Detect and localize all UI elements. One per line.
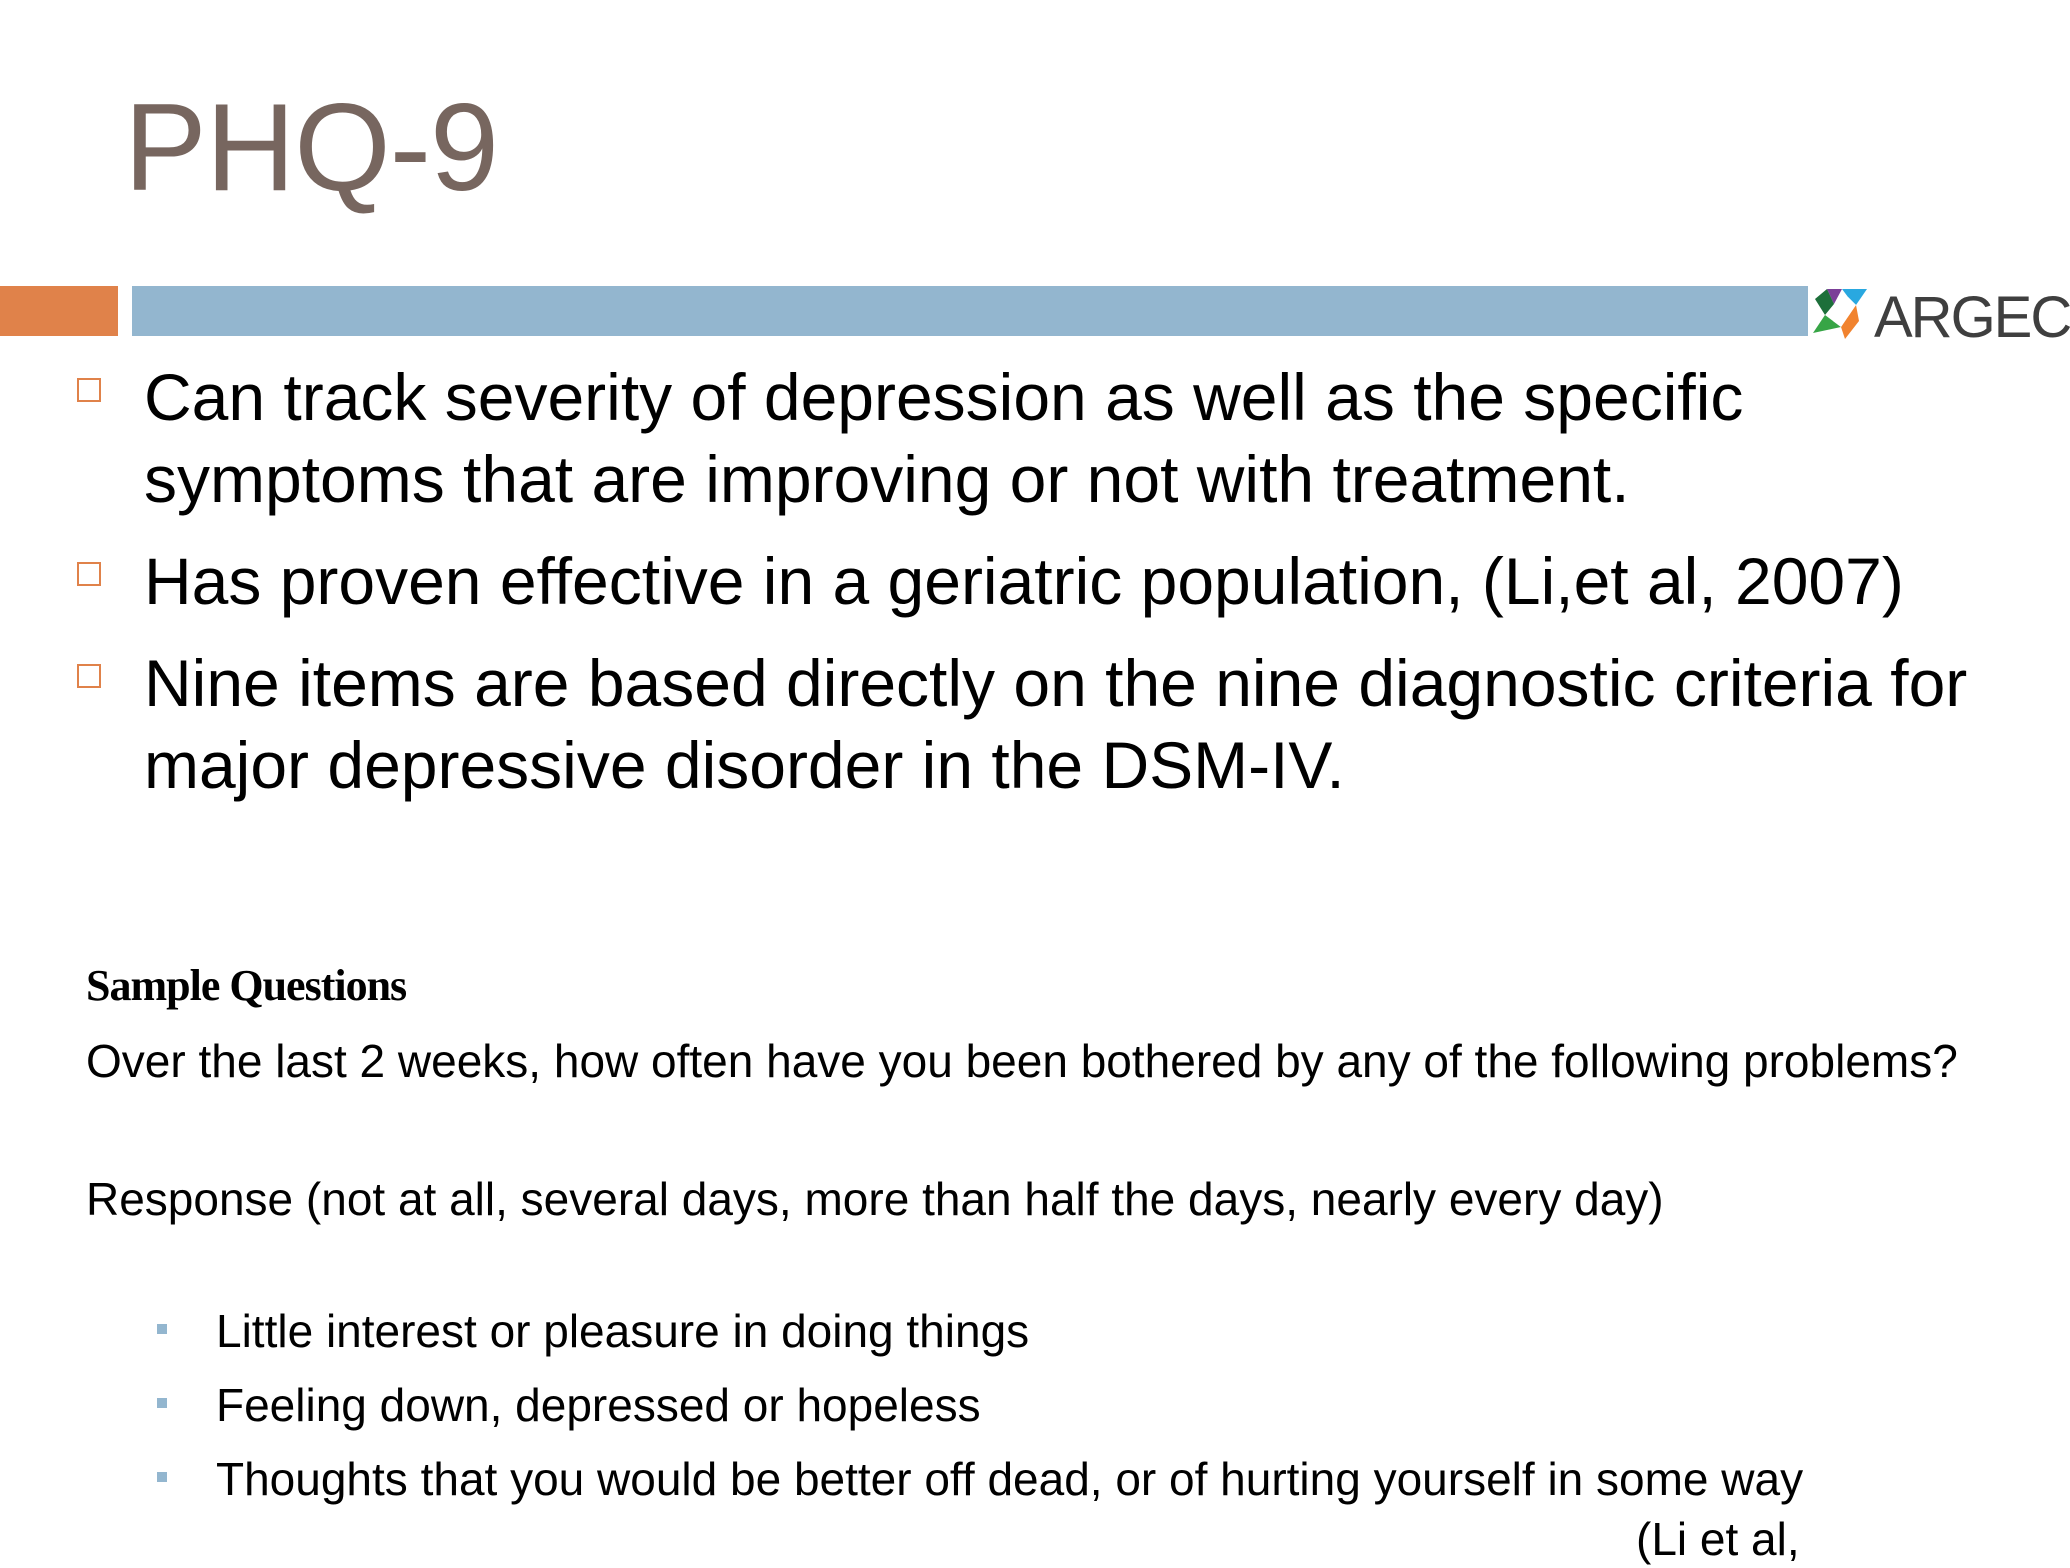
- hollow-square-bullet-icon: [77, 562, 101, 586]
- citation-cut-off: (Li et al,: [1636, 1513, 1800, 1565]
- accent-bar: [0, 286, 118, 336]
- sample-question-prompt: Over the last 2 weeks, how often have you been bothered by any of the following problems?: [86, 1035, 1958, 1087]
- bullet-item: [0, 642, 1984, 806]
- sample-questions-heading: Sample Questions: [86, 961, 407, 1010]
- response-options: Response (not at all, several days, more than half the days, nearly every day): [86, 1173, 1664, 1225]
- small-square-bullet-icon: [157, 1324, 167, 1334]
- sample-question-text: Feeling down, depressed or hopeless: [216, 1379, 981, 1431]
- logo-text: ARGEC: [1874, 285, 2070, 350]
- hollow-square-bullet-icon: [77, 378, 101, 402]
- hollow-square-bullet-icon: [77, 664, 101, 688]
- slide-title: PHQ-9: [124, 79, 498, 217]
- bullet-item: [0, 356, 1984, 520]
- title-rule-bar: [132, 286, 1808, 336]
- bullet-text: Can track severity of depression as well as the specific symptoms that are improving or not with treatment.: [144, 360, 1744, 516]
- sample-question-text: Thoughts that you would be better off dead, or of hurting yourself in some way: [216, 1453, 1804, 1505]
- bullet-text: Has proven effective in a geriatric population, (Li,et al, 2007): [144, 544, 1904, 618]
- small-square-bullet-icon: [157, 1398, 167, 1408]
- sample-question-item: [0, 1442, 1803, 1516]
- main-bullet-list: [0, 356, 2048, 826]
- bullet-text: Nine items are based directly on the nine diagnostic criteria for major depressive disorder in the DSM-IV.: [144, 646, 1968, 802]
- sample-question-list: [0, 1294, 1803, 1516]
- sample-question-item: [0, 1368, 1803, 1442]
- sample-question-item: [0, 1294, 1803, 1368]
- argec-star-logo-icon: [1811, 285, 1869, 343]
- sample-question-text: Little interest or pleasure in doing things: [216, 1305, 1030, 1357]
- small-square-bullet-icon: [157, 1472, 167, 1482]
- argec-logo: [1808, 282, 2070, 350]
- bullet-item: [0, 540, 1984, 622]
